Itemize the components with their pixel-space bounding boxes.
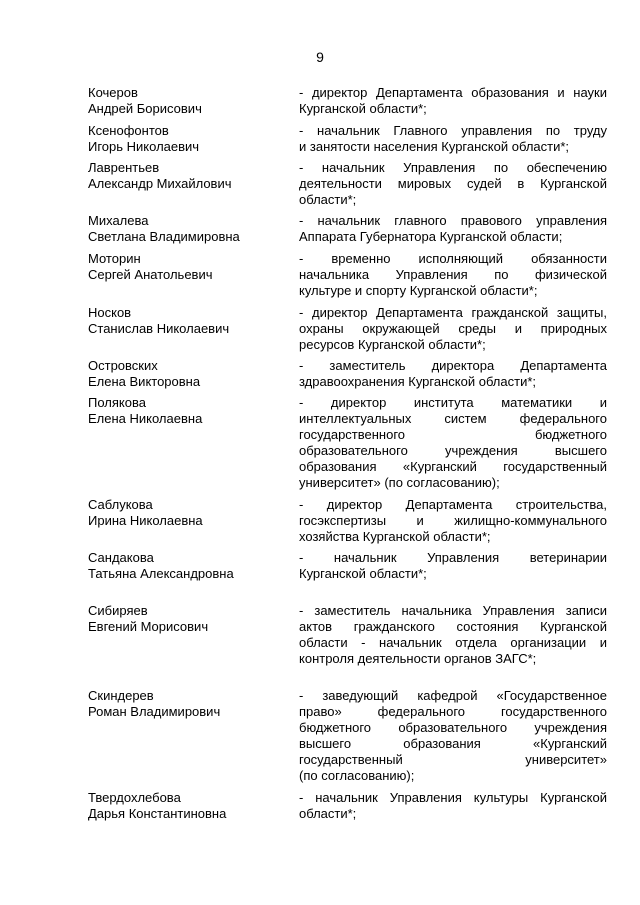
member-given-name: Станислав Николаевич bbox=[88, 321, 230, 336]
role-line: - директор института математики и bbox=[299, 395, 607, 410]
member-role bbox=[299, 123, 607, 155]
page-number: 9 bbox=[316, 49, 324, 65]
member-role bbox=[299, 251, 607, 299]
member-role bbox=[299, 85, 607, 117]
role-line: государственного бюджетного bbox=[299, 427, 607, 442]
member-given-name: Евгений Морисович bbox=[88, 619, 209, 634]
role-line: образовательного учреждения высшего bbox=[299, 443, 607, 458]
member-name bbox=[88, 305, 288, 337]
role-line: начальника Управления по физической bbox=[299, 267, 607, 282]
member-surname: Полякова bbox=[88, 395, 146, 410]
member-surname: Носков bbox=[88, 305, 132, 320]
member-name bbox=[88, 603, 288, 635]
role-line: университет» (по согласованию); bbox=[299, 475, 500, 490]
role-line: контроля деятельности органов ЗАГС*; bbox=[299, 651, 537, 666]
member-name bbox=[88, 213, 288, 245]
member-role bbox=[299, 688, 607, 784]
member-role bbox=[299, 550, 607, 582]
member-surname: Сандакова bbox=[88, 550, 154, 565]
role-line: государственный университет» bbox=[299, 752, 607, 767]
role-line: актов гражданского состояния Курганской bbox=[299, 619, 607, 634]
member-surname: Сибиряев bbox=[88, 603, 148, 618]
role-line: интеллектуальных систем федерального bbox=[299, 411, 607, 426]
role-line: - заместитель директора Департамента bbox=[299, 358, 607, 373]
member-name bbox=[88, 550, 288, 582]
member-given-name: Александр Михайлович bbox=[88, 176, 232, 191]
member-surname: Твердохлебова bbox=[88, 790, 181, 805]
role-line: - временно исполняющий обязанности bbox=[299, 251, 607, 266]
member-name bbox=[88, 251, 288, 283]
role-line: охраны окружающей среды и природных bbox=[299, 321, 607, 336]
role-line: высшего образования «Курганский bbox=[299, 736, 607, 751]
role-line: области - начальник отдела организации и bbox=[299, 635, 607, 650]
member-surname: Островских bbox=[88, 358, 158, 373]
role-line: Курганской области*; bbox=[299, 101, 427, 116]
member-surname: Кочеров bbox=[88, 85, 138, 100]
member-given-name: Роман Владимирович bbox=[88, 704, 221, 719]
member-role bbox=[299, 603, 607, 667]
role-line: госэкспертизы и жилищно-коммунального bbox=[299, 513, 607, 528]
member-role bbox=[299, 790, 607, 822]
role-line: и занятости населения Курганской области*; bbox=[299, 139, 570, 154]
member-surname: Моторин bbox=[88, 251, 141, 266]
role-line: ресурсов Курганской области*; bbox=[299, 337, 486, 352]
role-line: культуре и спорту Курганской области*; bbox=[299, 283, 538, 298]
member-name bbox=[88, 160, 288, 192]
role-line: бюджетного образовательного учреждения bbox=[299, 720, 607, 735]
member-role bbox=[299, 497, 607, 545]
member-name bbox=[88, 790, 288, 822]
role-line: - директор Департамента гражданской защиты, bbox=[299, 305, 607, 320]
member-given-name: Сергей Анатольевич bbox=[88, 267, 213, 282]
member-name bbox=[88, 497, 288, 529]
member-name bbox=[88, 358, 288, 390]
role-line: право» федерального государственного bbox=[299, 704, 607, 719]
member-surname: Лаврентьев bbox=[88, 160, 160, 175]
member-name bbox=[88, 123, 288, 155]
role-line: Аппарата Губернатора Курганской области; bbox=[299, 229, 563, 244]
member-given-name: Дарья Константиновна bbox=[88, 806, 227, 821]
member-role bbox=[299, 395, 607, 491]
role-line: области*; bbox=[299, 192, 357, 207]
member-given-name: Елена Николаевна bbox=[88, 411, 203, 426]
member-given-name: Елена Викторовна bbox=[88, 374, 201, 389]
role-line: - начальник Управления ветеринарии bbox=[299, 550, 607, 565]
member-role bbox=[299, 305, 607, 353]
role-line: - директор Департамента образования и науки bbox=[299, 85, 607, 100]
role-line: здравоохранения Курганской области*; bbox=[299, 374, 537, 389]
member-role bbox=[299, 213, 607, 245]
role-line: - начальник Управления культуры Курганской bbox=[299, 790, 607, 805]
role-line: - начальник Управления по обеспечению bbox=[299, 160, 607, 175]
member-given-name: Ирина Николаевна bbox=[88, 513, 203, 528]
role-line: (по согласованию); bbox=[299, 768, 415, 783]
member-given-name: Татьяна Александровна bbox=[88, 566, 234, 581]
role-line: - заместитель начальника Управления записи bbox=[299, 603, 607, 618]
member-given-name: Игорь Николаевич bbox=[88, 139, 200, 154]
member-surname: Ксенофонтов bbox=[88, 123, 169, 138]
role-line: - директор Департамента строительства, bbox=[299, 497, 607, 512]
member-role bbox=[299, 358, 607, 390]
role-line: области*; bbox=[299, 806, 357, 821]
member-surname: Саблукова bbox=[88, 497, 153, 512]
role-line: - заведующий кафедрой «Государственное bbox=[299, 688, 607, 703]
member-name bbox=[88, 688, 288, 720]
member-surname: Скиндерев bbox=[88, 688, 154, 703]
member-given-name: Светлана Владимировна bbox=[88, 229, 240, 244]
role-line: хозяйства Курганской области*; bbox=[299, 529, 491, 544]
role-line: образования «Курганский государственный bbox=[299, 459, 607, 474]
role-line: деятельности мировых судей в Курганской bbox=[299, 176, 607, 191]
role-line: Курганской области*; bbox=[299, 566, 427, 581]
role-line: - начальник главного правового управления bbox=[299, 213, 607, 228]
role-line: - начальник Главного управления по труду bbox=[299, 123, 607, 138]
member-surname: Михалева bbox=[88, 213, 149, 228]
member-name bbox=[88, 395, 288, 427]
member-given-name: Андрей Борисович bbox=[88, 101, 202, 116]
member-role bbox=[299, 160, 607, 208]
member-name bbox=[88, 85, 288, 117]
